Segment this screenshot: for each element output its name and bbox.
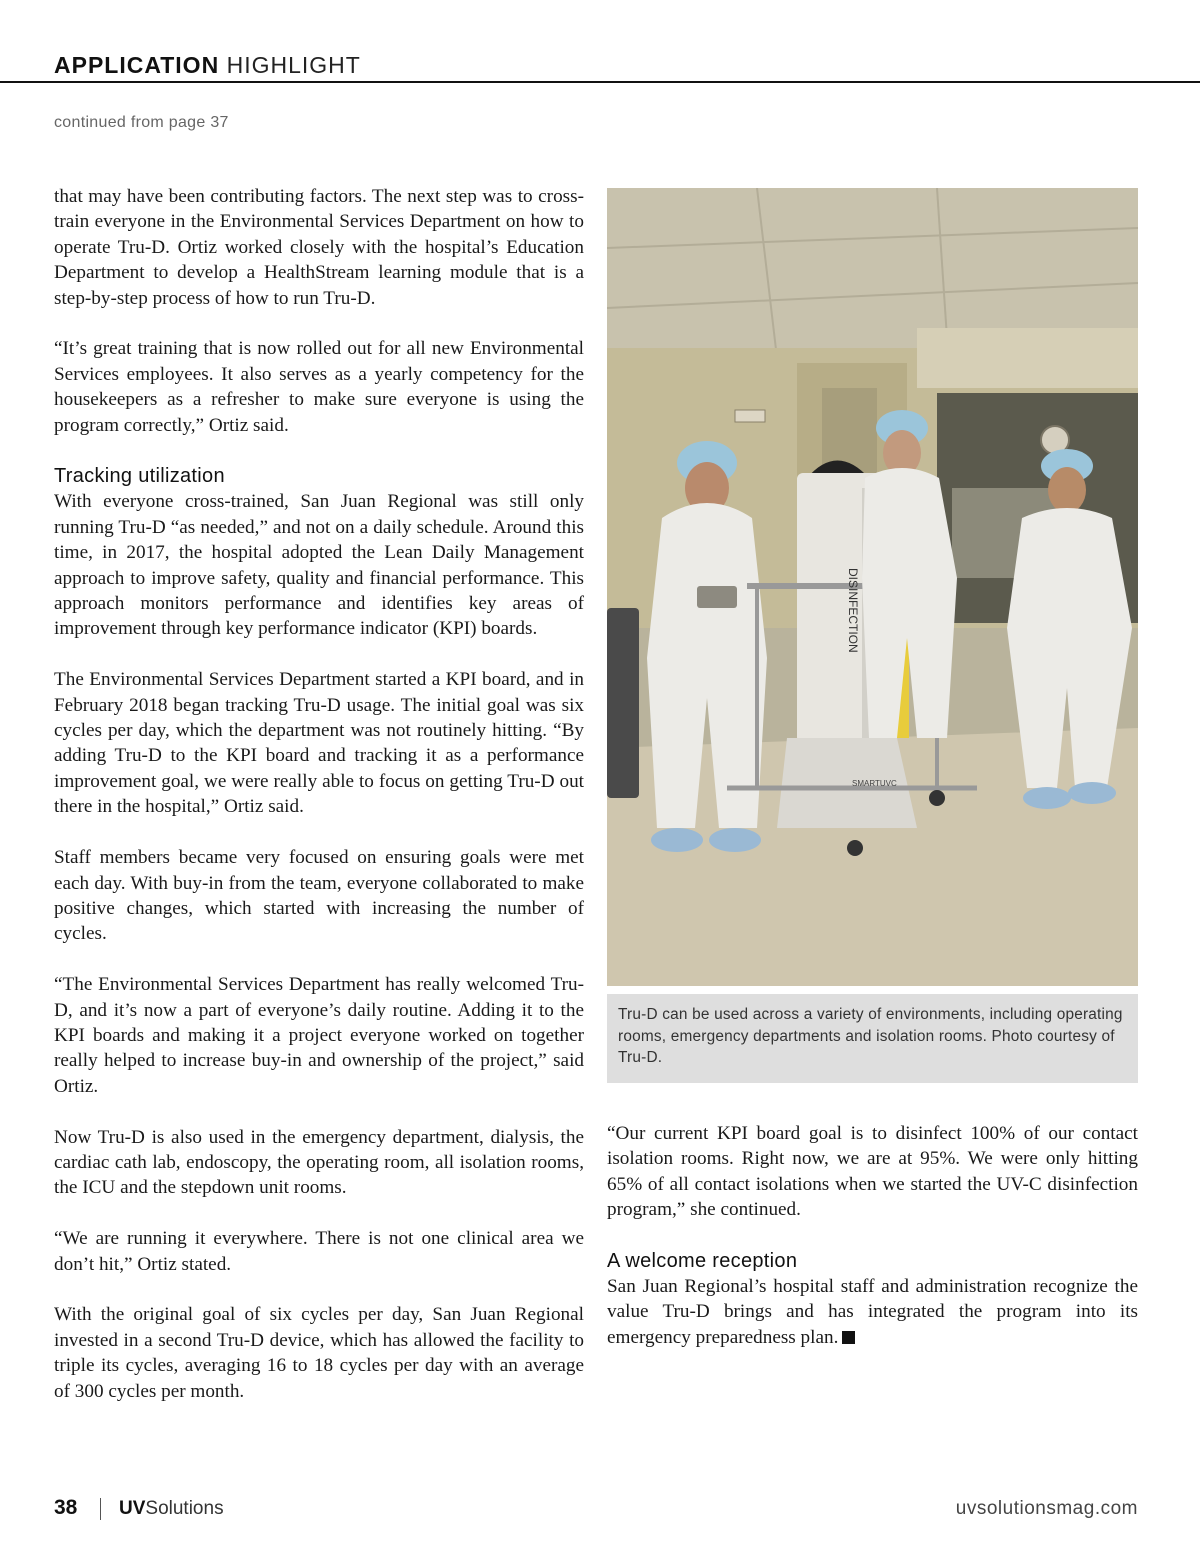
- paragraph: Staff members became very focused on ensuring goals were met each day. With buy-in from the team, everyone collaborated to make positive changes, which started with increasing the number of cycles.: [54, 847, 584, 945]
- trash-bin: [607, 608, 639, 798]
- paragraph-final: [607, 1274, 1138, 1350]
- paragraph: “The Environmental Services Department has really welcomed Tru-D, and it’s now a part of everyone’s daily routine. Adding it to the KPI boards and making it a project everyone worked on together really helped to increase buy-in and ownership of the project,” said Ortiz.: [54, 974, 584, 1097]
- paragraph: Now Tru-D is also used in the emergency department, dialysis, the cardiac cath lab, endoscopy, the operating room, all isolation rooms, the ICU and the stepdown unit rooms.: [54, 1126, 584, 1199]
- paragraph: “Our current KPI board goal is to disinfect 100% of our contact isolation rooms. Right now, we are at 95%. We were only hitting 65% of all contact isolations when we started the UV-C disinfection program,” she continued.: [607, 1123, 1138, 1221]
- page-footer: [54, 1496, 1138, 1530]
- end-mark-icon: [842, 1331, 855, 1344]
- subheading-tracking-utilization: Tracking utilization: [54, 465, 225, 488]
- exit-sign: [735, 410, 765, 422]
- photo-illustration: [607, 188, 1138, 986]
- article-photo: [607, 188, 1138, 986]
- magazine-brand: [119, 1498, 224, 1520]
- device-label-2: DISINFECTION: [846, 568, 860, 653]
- device-brand: SMARTUVC: [852, 779, 897, 788]
- left-column: [54, 184, 584, 1429]
- brand-bold: UV: [119, 1498, 146, 1519]
- paragraph: With the original goal of six cycles per day, San Juan Regional invested in a second Tru-D device, which has allowed the facility to triple its cycles, averaging 16 to 18 cycles per day with an average of 300 cycles per month.: [54, 1304, 584, 1402]
- website-link[interactable]: uvsolutionsmag.com: [955, 1498, 1138, 1519]
- paragraph: The Environmental Services Department started a KPI board, and in February 2018 began tracking Tru-D usage. The initial goal was six cycles per day, which the department was not routinely hitting. “By adding Tru-D to the KPI board and tracking it as a performance improvement goal, we were really able to focus on getting Tru-D out there in the hospital,” Ortiz said.: [54, 669, 584, 818]
- section-header: [54, 52, 1200, 82]
- brand-light: Solutions: [145, 1498, 224, 1519]
- paragraph: With everyone cross-trained, San Juan Regional was still only running Tru-D “as needed,” and not on a daily schedule. Around this time, in 2017, the hospital adopted the Lean Daily Management approach to improve safety, quality and financial performance. This approach monitors performance and identifies key areas of improvement through key performance indicator (KPI) boards.: [54, 491, 584, 640]
- header-rule: [0, 81, 1200, 83]
- continued-note: continued from page 37: [54, 114, 229, 131]
- right-column: [607, 1121, 1138, 1350]
- subheading-welcome-reception: A welcome reception: [607, 1250, 798, 1273]
- paragraph-final-text: San Juan Regional’s hospital staff and administration recognize the value Tru-D brings and has integrated the program into its emergency preparedness plan.: [607, 1276, 1138, 1348]
- header-bold: APPLICATION: [54, 52, 220, 78]
- paragraph: “It’s great training that is now rolled out for all new Environmental Services employees. It also serves as a yearly competency for the housekeepers as a refresher to make sure everyone is using the program correctly,” Ortiz said.: [54, 338, 584, 436]
- photo-caption: Tru-D can be used across a variety of environments, including operating rooms, emergency departments and isolation rooms. Photo courtesy of Tru-D.: [607, 994, 1138, 1083]
- paragraph: “We are running it everywhere. There is not one clinical area we don’t hit,” Ortiz stated.: [54, 1228, 584, 1275]
- footer-divider: [100, 1498, 101, 1520]
- page-number: 38: [54, 1496, 78, 1519]
- header-light: HIGHLIGHT: [226, 52, 361, 78]
- paragraph: that may have been contributing factors. The next step was to cross-train everyone in the Environmental Services Department on how to operate Tru-D. Ortiz worked closely with the hospital’s Education Department to develop a HealthStream learning module that is a step-by-step process of how to run Tru-D.: [54, 186, 584, 309]
